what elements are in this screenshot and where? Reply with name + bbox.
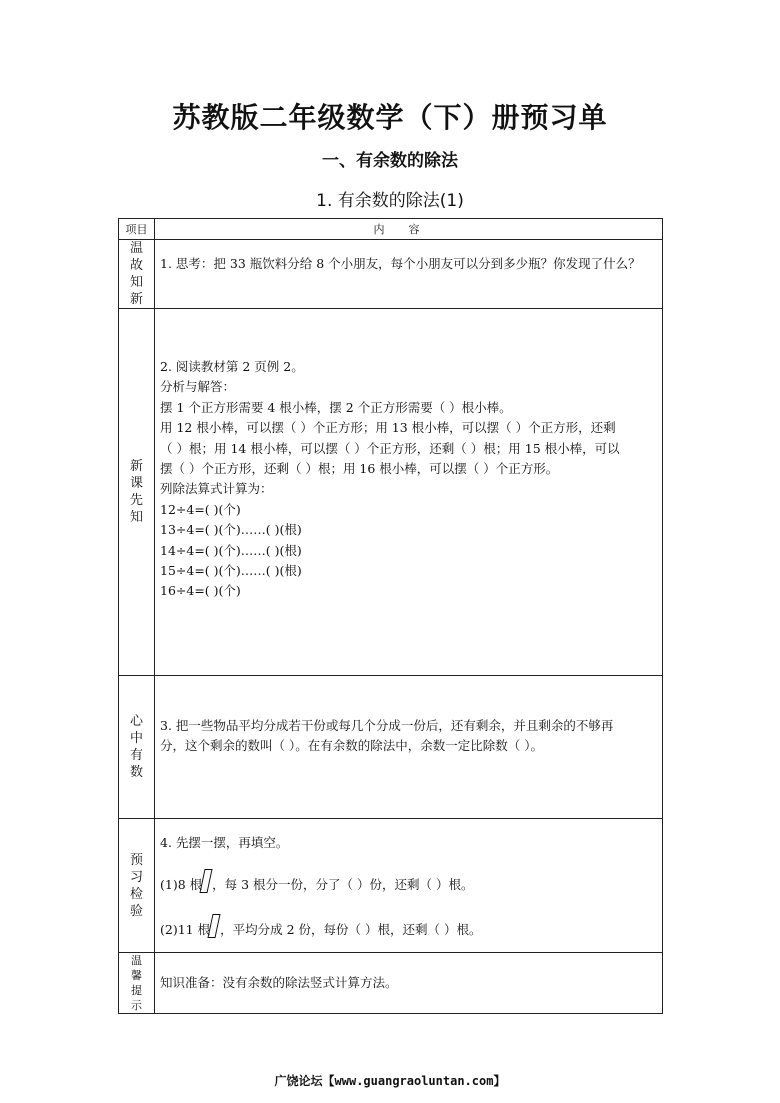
content-line: 列除法算式计算为： xyxy=(160,481,273,497)
row-content-tips xyxy=(155,953,663,1014)
content-line: 用 12 根小棒，可以摆（ ）个正方形；用 13 根小棒，可以摆（ ）个正方形，还剩 xyxy=(160,420,616,436)
stick-icon xyxy=(200,869,213,893)
header-content: 内容 xyxy=(155,219,663,240)
content-line: （ ）根；用 14 根小棒，可以摆（ ）个正方形，还剩（ ）根；用 15 根小棒，可以 xyxy=(160,440,620,456)
content-line: 分，这个剩余的数叫（ ）。在有余数的除法中，余数一定比除数（ ）。 xyxy=(160,738,543,754)
table-row xyxy=(119,309,663,676)
content-line: (1)8 根 ，每 3 根分一份，分了（ ）份，还剩（ ）根。 xyxy=(160,869,658,895)
row-content-review xyxy=(155,240,663,309)
page-title: 苏教版二年级数学（下）册预习单 xyxy=(172,101,608,134)
equation-line: 13÷4=( )(个)……( )(根) xyxy=(160,522,302,538)
table-row xyxy=(119,676,663,819)
row-label-check: 预习检验 xyxy=(119,819,155,953)
content-line: (2)11 根 ，平均分成 2 份，每份（ ）根，还剩（ ）根。 xyxy=(160,914,658,940)
row-content-understanding xyxy=(155,676,663,819)
content-line: 摆 1 个正方形需要 4 根小棒，摆 2 个正方形需要（ ）根小棒。 xyxy=(160,399,512,415)
content-line: 4. 先摆一摆，再填空。 xyxy=(160,835,289,850)
row-label-understanding: 心中有数 xyxy=(119,676,155,819)
content-line: 2. 阅读教材第 2 页例 2。 xyxy=(160,359,304,374)
equation-line: 15÷4=( )(个)……( )(根) xyxy=(160,563,302,579)
lesson-title: 1. 有余数的除法(1) xyxy=(316,191,464,211)
footer-source: 广饶论坛【www.guangraoluntan.com】 xyxy=(274,1074,506,1088)
section-title: 一、有余数的除法 xyxy=(322,151,458,171)
content-line: 分析与解答： xyxy=(160,379,236,395)
question-1: 1. 思考：把 33 瓶饮料分给 8 个小朋友，每个小朋友可以分到多少瓶？你发现了什么？ xyxy=(160,256,641,271)
stick-icon xyxy=(208,914,221,938)
header-item: 项目 xyxy=(119,219,155,240)
content-line: 3. 把一些物品平均分成若干份或每几个分成一份后，还有剩余，并且剩余的不够再 xyxy=(160,718,614,733)
equation-line: 12÷4=( )(个) xyxy=(160,501,241,517)
row-content-check xyxy=(155,819,663,953)
row-label-review: 温故知新 xyxy=(119,240,155,309)
equation-line: 16÷4=( )(个) xyxy=(160,583,241,599)
equation-line: 14÷4=( )(个)……( )(根) xyxy=(160,542,302,558)
table-header-row xyxy=(119,219,663,240)
row-label-tips: 温馨提示 xyxy=(119,953,155,1014)
table-row xyxy=(119,953,663,1014)
row-content-new-lesson xyxy=(155,309,663,676)
row-label-new-lesson: 新课先知 xyxy=(119,309,155,676)
content-line: 摆（ ）个正方形，还剩（ ）根；用 16 根小棒，可以摆（ ）个正方形。 xyxy=(160,461,559,477)
table-row xyxy=(119,240,663,309)
table-row xyxy=(119,819,663,953)
preview-sheet-table xyxy=(118,218,663,1014)
content-line: 知识准备：没有余数的除法竖式计算方法。 xyxy=(160,974,398,990)
